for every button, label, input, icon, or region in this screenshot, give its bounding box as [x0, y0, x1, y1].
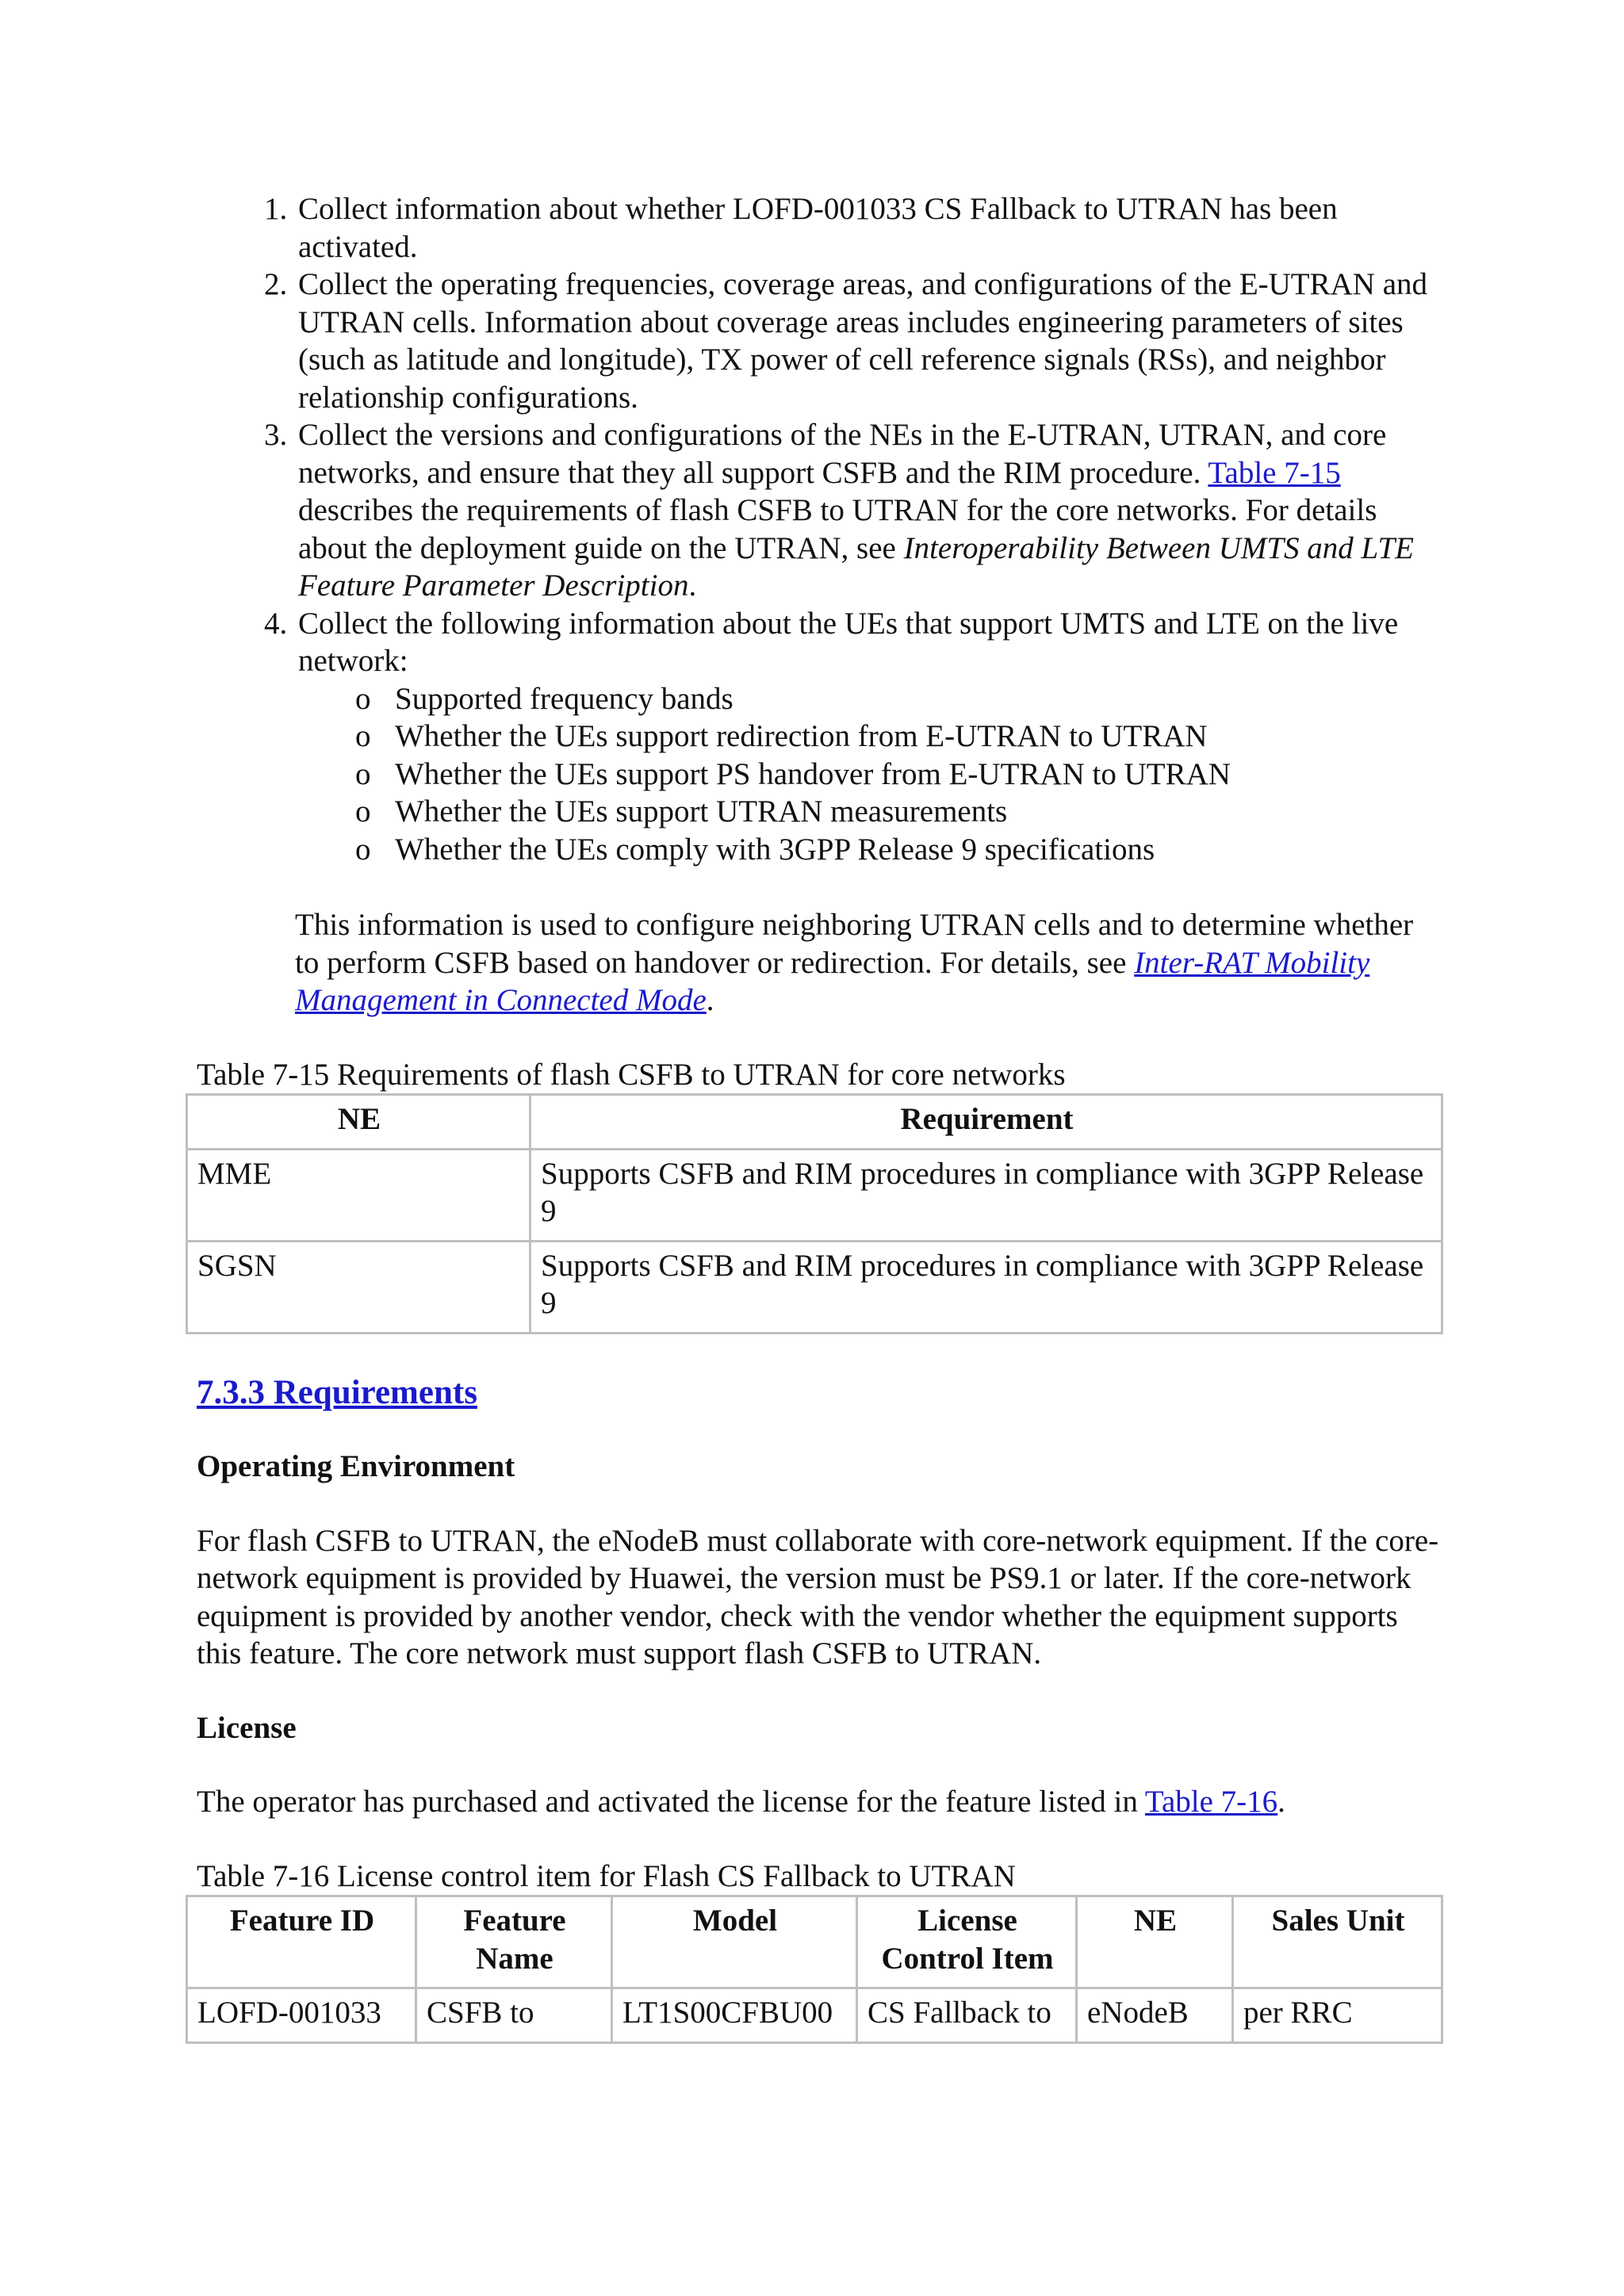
- list-item: o Supported frequency bands: [355, 680, 1443, 718]
- table-cell: eNodeB: [1077, 1988, 1233, 2043]
- table-cell: LOFD-001033: [187, 1988, 416, 2043]
- step-4-note: This information is used to configure neighboring UTRAN cells and to determine whether to perform CSFB based on handover or redirection. For details, see Inter-RAT Mobility Management in Connected Mode.: [295, 908, 1414, 1017]
- bullet-marker: o: [355, 681, 371, 716]
- table-cell: per RRC: [1233, 1988, 1442, 2043]
- step-1: 1. Collect information about whether LOFD-001033 CS Fallback to UTRAN has been activated.: [295, 190, 1443, 266]
- step-2: 2. Collect the operating frequencies, coverage areas, and configurations of the E-UTRAN and UTRAN cells. Information about coverage areas includes engineering parameters of sites (such as latitude and longitude), TX power of cell reference signals (RSs), and neighbor relationship configurations.: [295, 266, 1443, 416]
- bullet-marker: o: [355, 794, 371, 828]
- column-header-feature-id: Feature ID: [187, 1896, 416, 1988]
- column-header-model: Model: [612, 1896, 857, 1988]
- list-item: o Whether the UEs support PS handover from E-UTRAN to UTRAN: [355, 756, 1443, 794]
- license-title: License: [197, 1710, 297, 1745]
- table-cell: CS Fallback to: [857, 1988, 1077, 2043]
- step-4: 4. Collect the following information about the UEs that support UMTS and LTE on the live network: o Supported frequency bands o Whether the UEs support redirection from E-UTRAN to UTRAN o Whether the UEs support PS handover from E-UTRAN to UTRAN o Whether the UEs support UTRAN measurements o Whether the UEs comply with 3GPP Release 9 specifications: [295, 605, 1443, 869]
- table-cell: SGSN: [187, 1241, 530, 1333]
- column-header-requirement: Requirement: [530, 1095, 1442, 1150]
- bullet-marker: o: [355, 832, 371, 867]
- list-item: o Whether the UEs support UTRAN measurements: [355, 793, 1443, 831]
- inter-rat-mobility-link[interactable]: Inter-RAT Mobility Management in Connected Mode: [295, 945, 1370, 1017]
- step-3: 3. Collect the versions and configurations of the NEs in the E-UTRAN, UTRAN, and core networks, and ensure that they all support CSFB and the RIM procedure. Table 7-15 describes the requirements of flash CSFB to UTRAN for the core networks. For details about the deployment guide on the UTRAN, see Interoperability Between UMTS and LTE Feature Parameter Description.: [295, 416, 1443, 605]
- doc-reference: Interoperability Between UMTS and LTE Feature Parameter Description: [298, 530, 1414, 603]
- table-row: [187, 1988, 1442, 2043]
- section-heading-link[interactable]: 7.3.3 Requirements: [197, 1373, 477, 1411]
- table-row: [187, 1149, 1442, 1241]
- license-control-table: [186, 1895, 1443, 2044]
- column-header-sales-unit: Sales Unit: [1233, 1896, 1442, 1988]
- table-7-16-caption: Table 7-16 License control item for Flash CS Fallback to UTRAN: [197, 1858, 1016, 1893]
- table-7-15-link[interactable]: Table 7-15: [1208, 455, 1341, 490]
- table-cell: CSFB to: [416, 1988, 612, 2043]
- column-header-feature-name: Feature Name: [416, 1896, 612, 1988]
- table-header-row: [187, 1896, 1442, 1988]
- operating-environment-title: Operating Environment: [197, 1449, 515, 1483]
- bullet-marker: o: [355, 756, 371, 791]
- table-7-16-link[interactable]: Table 7-16: [1144, 1785, 1278, 1819]
- column-header-ne: NE: [1077, 1896, 1233, 1988]
- list-item: o Whether the UEs support redirection from E-UTRAN to UTRAN: [355, 718, 1443, 756]
- table-row: [187, 1241, 1442, 1333]
- operating-environment-text: For flash CSFB to UTRAN, the eNodeB must collaborate with core-network equipment. If the core-network equipment is provided by Huawei, the version must be PS9.1 or later. If the core-network equipment is provided by another vendor, check with the vendor whether the equipment supports this feature. The core network must support flash CSFB to UTRAN.: [197, 1523, 1439, 1670]
- license-text: The operator has purchased and activated the license for the feature listed in Table 7-16.: [197, 1785, 1285, 1819]
- list-item: o Whether the UEs comply with 3GPP Release 9 specifications: [355, 831, 1443, 869]
- table-cell: LT1S00CFBU00: [612, 1988, 857, 2043]
- table-cell: Supports CSFB and RIM procedures in compliance with 3GPP Release 9: [530, 1149, 1442, 1241]
- bullet-marker: o: [355, 719, 371, 753]
- table-cell: Supports CSFB and RIM procedures in compliance with 3GPP Release 9: [530, 1241, 1442, 1333]
- document-page: [197, 190, 1443, 2044]
- core-network-requirements-table: [186, 1093, 1443, 1334]
- column-header-license-control-item: License Control Item: [857, 1896, 1077, 1988]
- table-cell: MME: [187, 1149, 530, 1241]
- step-list: [197, 190, 1443, 868]
- ue-info-list: [298, 680, 1443, 869]
- table-7-15-caption: Table 7-15 Requirements of flash CSFB to UTRAN for core networks: [197, 1057, 1066, 1092]
- column-header-ne: NE: [187, 1095, 530, 1150]
- table-header-row: [187, 1095, 1442, 1150]
